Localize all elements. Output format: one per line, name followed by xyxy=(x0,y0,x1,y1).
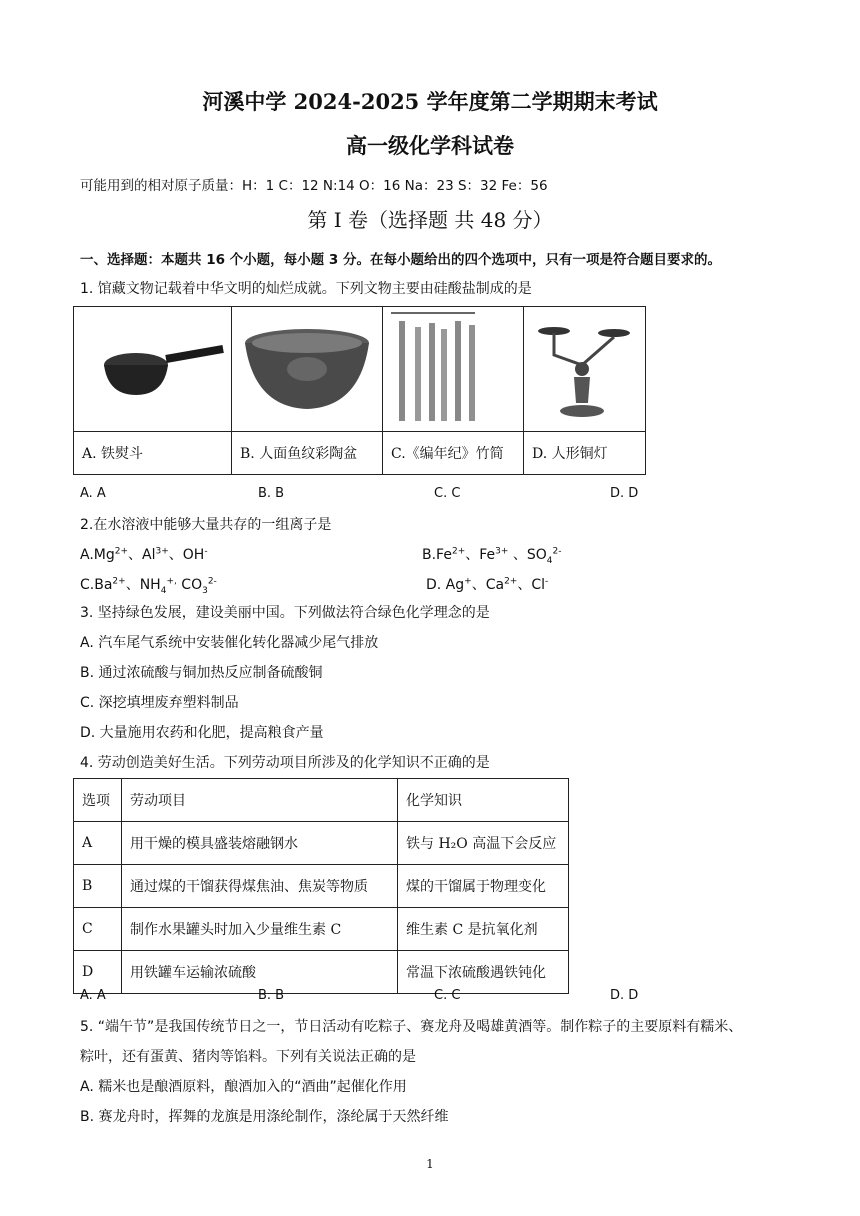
q4-cell: C xyxy=(74,908,122,951)
q2-option-a: $A.Mg^{2+}$、$Al^{3+}$、OH- xyxy=(80,546,208,563)
q3-option-c: C. 深挖填埋废弃塑料制品 xyxy=(80,695,239,711)
q1-answer-d: D. D xyxy=(610,486,639,501)
q5-stem-line2: 粽叶，还有蛋黄、猪肉等馅料。下列有关说法正确的是 xyxy=(80,1049,416,1065)
q4-cell: 维生素 C 是抗氧化剂 xyxy=(398,908,569,951)
pottery-basin-image xyxy=(232,307,382,427)
q4-stem: 4. 劳动创造美好生活。下列劳动项目所涉及的化学知识不正确的是 xyxy=(80,755,490,771)
q4-cell: 用铁罐车运输浓硫酸 xyxy=(122,951,398,994)
q4-answer-b: B. B xyxy=(258,988,285,1003)
q2-option-d: D. Ag+、$Ca^{2+}$、Cl- xyxy=(426,576,549,593)
q4-cell: 用干燥的模具盛装熔融钢水 xyxy=(122,822,398,865)
q4-answer-a: A. A xyxy=(80,988,106,1003)
iron-pan-image xyxy=(74,307,231,427)
q5-stem-line1: 5. “端午节”是我国传统节日之一，节日活动有吃粽子、赛龙舟及喝雄黄酒等。制作粽子的主要原料有糯米、 xyxy=(80,1019,743,1035)
q2-stem: 2.在水溶液中能够大量共存的一组离子是 xyxy=(80,517,332,533)
q4-header-task: 劳动项目 xyxy=(122,779,398,822)
q3-option-b: B. 通过浓硫酸与铜加热反应制备硫酸铜 xyxy=(80,665,323,681)
q1-image-a xyxy=(74,307,232,432)
q1-caption-d: D. 人形铜灯 xyxy=(524,432,646,475)
q1-caption-c: C.《编年纪》竹简 xyxy=(383,432,524,475)
bamboo-slips-image xyxy=(383,307,523,427)
table-row xyxy=(74,865,569,908)
q1-stem: 1. 馆藏文物记载着中华文明的灿烂成就。下列文物主要由硅酸盐制成的是 xyxy=(80,281,532,297)
q4-header-knowledge: 化学知识 xyxy=(398,779,569,822)
q1-answer-a: A. A xyxy=(80,486,106,501)
q2-option-c: $C.Ba^{2+}$、$NH_4^{+,}$ $CO_3^{2-}$ xyxy=(80,576,217,596)
q4-cell: 通过煤的干馏获得煤焦油、焦炭等物质 xyxy=(122,865,398,908)
q1-caption-a: A. 铁熨斗 xyxy=(74,432,232,475)
q3-option-d: D. 大量施用农药和化肥，提高粮食产量 xyxy=(80,725,324,741)
bronze-lamp-image xyxy=(524,307,645,427)
q1-image-d xyxy=(524,307,646,432)
q5-option-a: A. 糯米也是酿酒原料，酿酒加入的“酒曲”起催化作用 xyxy=(80,1079,407,1095)
section-instructions: 一、选择题：本题共 16 个小题，每小题 3 分。在每小题给出的四个选项中，只有一项是符合题目要求的。 xyxy=(80,252,721,268)
q4-cell: 煤的干馏属于物理变化 xyxy=(398,865,569,908)
q1-table xyxy=(73,306,646,475)
q4-answer-d: D. D xyxy=(610,988,639,1003)
q4-table xyxy=(73,778,569,994)
q1-image-c xyxy=(383,307,524,432)
q4-cell: 铁与 H₂O 高温下会反应 xyxy=(398,822,569,865)
q5-option-b: B. 赛龙舟时，挥舞的龙旗是用涤纶制作，涤纶属于天然纤维 xyxy=(80,1109,449,1125)
q3-stem: 3. 坚持绿色发展，建设美丽中国。下列做法符合绿色化学理念的是 xyxy=(80,605,490,621)
exam-subtitle: 高一级化学科试卷 xyxy=(346,133,514,158)
table-row xyxy=(74,951,569,994)
q3-option-a: A. 汽车尾气系统中安装催化转化器减少尾气排放 xyxy=(80,635,379,651)
q4-cell: 常温下浓硫酸遇铁钝化 xyxy=(398,951,569,994)
q4-cell: A xyxy=(74,822,122,865)
q4-header-option: 选项 xyxy=(74,779,122,822)
q4-header-row xyxy=(74,779,569,822)
q4-cell: B xyxy=(74,865,122,908)
q4-answer-c: C. C xyxy=(434,988,461,1003)
q4-cell: D xyxy=(74,951,122,994)
q1-answer-c: C. C xyxy=(434,486,461,501)
atomic-masses: 可能用到的相对原子质量：H：1 C：12 N:14 O：16 Na：23 S：32 Fe：56 xyxy=(80,178,548,194)
q1-answer-b: B. B xyxy=(258,486,285,501)
page-number: 1 xyxy=(426,1157,434,1171)
exam-title: 河溪中学 2024-2025 学年度第二学期期末考试 xyxy=(202,89,658,114)
table-row xyxy=(74,908,569,951)
q1-image-b xyxy=(232,307,383,432)
part-heading: 第 I 卷（选择题 共 48 分） xyxy=(307,208,553,232)
q1-caption-b: B. 人面鱼纹彩陶盆 xyxy=(232,432,383,475)
q4-cell: 制作水果罐头时加入少量维生素 C xyxy=(122,908,398,951)
table-row xyxy=(74,822,569,865)
q2-option-b: $B.Fe^{2+}$、$Fe^{3+}$ 、$SO_4^{2-}$ xyxy=(422,546,562,566)
